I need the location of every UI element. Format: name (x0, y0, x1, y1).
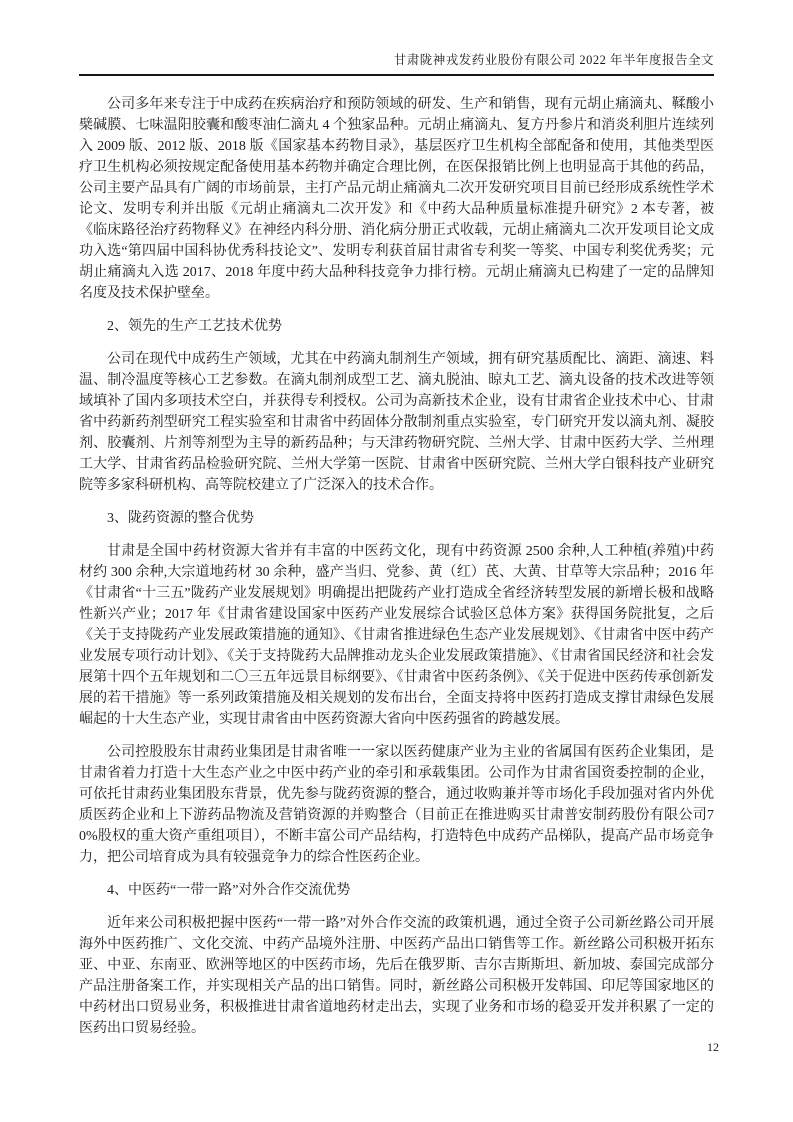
paragraph-overseas-cooperation: 近年来公司积极把握中医药“一带一路”对外合作交流的政策机遇，通过全资子公司新丝路公司开展海外中医药推广、文化交流、中药产品境外注册、中医药产品出口销售等工作。新丝路公司积极开拓东亚、中亚、东南亚、欧洲等地区的中医药市场，先后在俄罗斯、吉尔吉斯斯坦、新加坡、泰国完成部分产品注册备案工作，并实现相关产品的出口销售。同时，新丝路公司积极开发韩国、印尼等国家地区的中药材出口贸易业务，积极推进甘肃省道地药材走出去，实现了业务和市场的稳妥开发并积累了一定的医药出口贸易经验。 (79, 916, 714, 1036)
heading-belt-and-road-cooperation-advantage: 4、中医药“一带一路”对外合作交流优势 (107, 883, 351, 898)
paragraph-production-technology: 公司在现代中成药生产领域，尤其在中药滴丸制剂生产领域，拥有研究基质配比、滴距、滴速、料温、制冷温度等核心工艺参数。在滴丸制剂成型工艺、滴丸脱油、晾丸工艺、滴丸设备的技术改进等领域填补了国内多项技术空白，并获得专利授权。公司为高新技术企业，设有甘肃省企业技术中心、甘肃省中药新药剂型研究工程实验室和甘肃省中药固体分散制剂重点实验室，专门研究开发以滴丸剂、凝胶剂、胶囊剂、片剂等剂型为主导的新药品种；与天津药物研究院、兰州大学、甘肃中医药大学、兰州理工大学、甘肃省药品检验研究院、兰州大学第一医院、甘肃省中医研究院、兰州大学白银科技产业研究院等多家科研机构、高等院校建立了广泛深入的技术合作。 (79, 352, 714, 493)
page-number: 12 (707, 1040, 719, 1054)
report-title: 甘肃陇神戎发药业股份有限公司 2022 年半年度报告全文 (393, 53, 714, 67)
heading-production-technology-advantage: 2、领先的生产工艺技术优势 (107, 319, 282, 334)
document-body (79, 94, 714, 1051)
heading-longyao-resource-integration-advantage: 3、陇药资源的整合优势 (107, 511, 254, 526)
page-header (79, 50, 714, 76)
paragraph-company-products: 公司多年来专注于中成药在疾病治疗和预防领域的研发、生产和销售，现有元胡止痛滴丸、鞣酸小檗碱膜、七味温阳胶囊和酸枣油仁滴丸 4 个独家品种。元胡止痛滴丸、复方丹参片和消炎利胆片连续列入 2009 版、2012 版、2018 版《国家基本药物目录》，基层医疗卫生机构全部配备和使用，其他类型医疗卫生机构必须按规定配备使用基本药物并确定合理比例，在医保报销比例上也明显高于其他的药品，公司主要产品具有广阔的市场前景，主打产品元胡止痛滴丸二次开发研究项目目前已经形成系统性学术论文、发明专利并出版《元胡止痛滴丸二次开发》和《中药大品种质量标准提升研究》2 本专著，被《临床路径治疗药物释义》在神经内科分册、消化病分册正式收载，元胡止痛滴丸二次开发项目论文成功入选“第四届中国科协优秀科技论文”、发明专利获首届甘肃省专利奖一等奖、中国专利奖优秀奖；元胡止痛滴丸入选 2017、2018 年度中药大品种科技竞争力排行榜。元胡止痛滴丸已构建了一定的品牌知名度及技术保护壁垒。 (79, 97, 714, 301)
paragraph-gansu-medicine-resources: 甘肃是全国中药材资源大省并有丰富的中医药文化，现有中药资源 2500 余种,人工种植(养殖)中药材约 300 余种,大宗道地药材 30 余种，盛产当归、党参、黄（红）芪、大黄、甘草等大宗品种；2016 年《甘肃省“十三五”陇药产业发展规划》明确提出把陇药产业打造成全省经济转型发展的新增长极和战略性新兴产业；2017 年《甘肃省建设国家中医药产业发展综合试验区总体方案》获得国务院批复，之后《关于支持陇药产业发展政策措施的通知》、《甘肃省推进绿色生态产业发展规划》、《甘肃省中医中药产业发展专项行动计划》、《关于支持陇药大品牌推动龙头企业发展政策措施》、《甘肃省国民经济和社会发展第十四个五年规划和二〇三五年远景目标纲要》、《甘肃省中医药条例》、《关于促进中医药传承创新发展的若干措施》等一系列政策措施及相关规划的发布出台，全面支持将中医药打造成支撑甘肃绿色发展崛起的十大生态产业，实现甘肃省由中医药资源大省向中医药强省的跨越发展。 (79, 544, 714, 727)
paragraph-controlling-shareholder: 公司控股股东甘肃药业集团是甘肃省唯一一家以医药健康产业为主业的省属国有医药企业集团，是甘肃省着力打造十大生态产业之中医中药产业的牵引和承载集团。公司作为甘肃省国资委控制的企业，可依托甘肃药业集团股东背景，优先参与陇药资源的整合，通过收购兼并等市场化手段加强对省内外优质医药企业和上下游药品物流及营销资源的并购整合（目前正在推进购买甘肃普安制药股份有限公司70%股权的重大资产重组项目），不断丰富公司产品结构，打造特色中成药产品梯队，提高产品市场竞争力，把公司培育成为具有较强竞争力的综合性医药企业。 (79, 745, 714, 865)
page-footer (707, 1040, 719, 1055)
